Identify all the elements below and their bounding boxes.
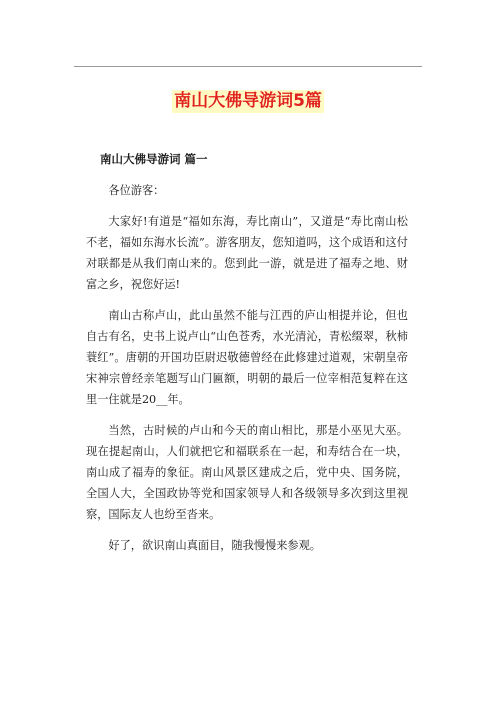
paragraph-welcome: 大家好!有道是“福如东海，寿比南山”，又道是“寿比南山松不老，福如东海水长流”。游客朋友，您知道吗，这个成语和这付对联都是从我们南山来的。您到此一游，就是进了福寿之地、财富之乡，祝您好运! xyxy=(86,215,408,291)
document-title xyxy=(0,90,496,113)
section-heading: 南山大佛导游词 篇一 xyxy=(100,152,208,166)
document-body xyxy=(86,150,408,566)
paragraph-history: 南山古称卢山，此山虽然不能与江西的庐山相提并论，但也自古有名，史书上说卢山“山色苍秀，水光清沁，青松缀翠，秋柿蓑红”。唐朝的开国功臣尉迟敬德曾经在此修建过道观，宋朝皇帝宋神宗曾经亲笔题写山门匾额，明朝的最后一位宰相范复粹在这里一住就是20__年。 xyxy=(86,309,408,406)
document-title-text: 南山大佛导游词5篇 xyxy=(174,91,322,111)
header-rule xyxy=(74,66,422,67)
paragraph-present: 当然，古时候的卢山和今天的南山相比，那是小巫见大巫。现在提起南山，人们就把它和福联系在一起，和寿结合在一块，南山成了福寿的象征。南山风景区建成之后，党中央、国务院，全国人大，全国政协等党和国家领导人和各级领导多次到这里视察，国际友人也纷至沓来。 xyxy=(86,424,408,521)
paragraph-closing: 好了，欲识南山真面目，随我慢慢来参观。 xyxy=(108,539,321,552)
paragraph-greeting: 各位游客： xyxy=(108,184,165,197)
